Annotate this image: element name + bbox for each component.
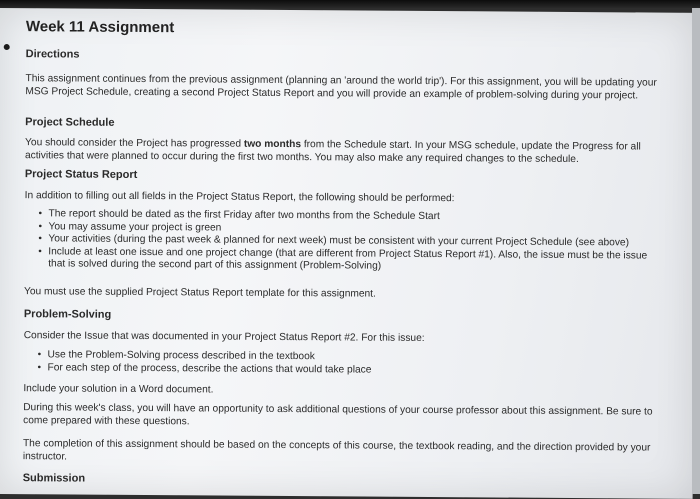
margin-dot [4,44,10,50]
list-item: • For each step of the process, describe the actions that would take place [35,362,665,379]
completion-note: The completion of this assignment should be based on the concepts of this course, the textbook reading, and the direction provided by your instructor. [22,438,651,462]
problem-intro: Consider the Issue that was documented in your Project Status Report #2. For this issue: [23,330,425,344]
screen-bezel [0,0,700,8]
assignment-content [22,12,680,485]
status-report-heading: Project Status Report [24,168,138,181]
schedule-paragraph: You should consider the Project has progressed two months from the Schedule start. In your MSG schedule, update the Progress for all activities that were planned to occur during the first two months. You may also make any required changes to the schedule. [24,137,641,165]
page-title: Week 11 Assignment [25,18,175,37]
page-edge [692,8,700,494]
word-document-note: Include your solution in a Word document. [23,383,214,396]
status-intro: In addition to filling out all fields in the Project Status Report, the following should be performed: [24,190,455,205]
class-note: During this week's class, you will have an opportunity to ask additional questions of your course professor about this assignment. Be sure to come prepared with these questions. [23,402,653,427]
status-bullet-list [36,208,666,275]
list-item: • Your activities (during the past week & planned for next week) must be consistent with your current Project Schedule (see above) [36,233,666,250]
list-item: • You may assume your project is green [36,221,666,238]
list-item: • Use the Problem-Solving process described in the textbook [36,349,666,366]
project-schedule-heading: Project Schedule [25,116,115,129]
problem-bullet-list [35,349,665,378]
list-item: • The report should be dated as the first Friday after two months from the Schedule Start [37,208,667,225]
directions-heading: Directions [25,48,80,61]
schedule-emphasis: two months [243,138,302,151]
submission-heading: Submission [22,472,86,485]
template-note: You must use the supplied Project Status Report template for this assignment. [23,286,376,300]
list-item: • Include at least one issue and one project change (that are different from Project Status Report #1). Also, the issue must be the issue that is solved during the second part of this assignment (Problem-Solving) [36,246,666,275]
intro-paragraph: This assignment continues from the previous assignment (planning an 'around the world trip'). For this assignment, you will be updating your MSG Project Schedule, creating a second Project Status Report and you will provide an example of problem-solving during your project. [25,73,657,101]
problem-solving-heading: Problem-Solving [23,308,112,321]
assignment-page [0,8,696,499]
